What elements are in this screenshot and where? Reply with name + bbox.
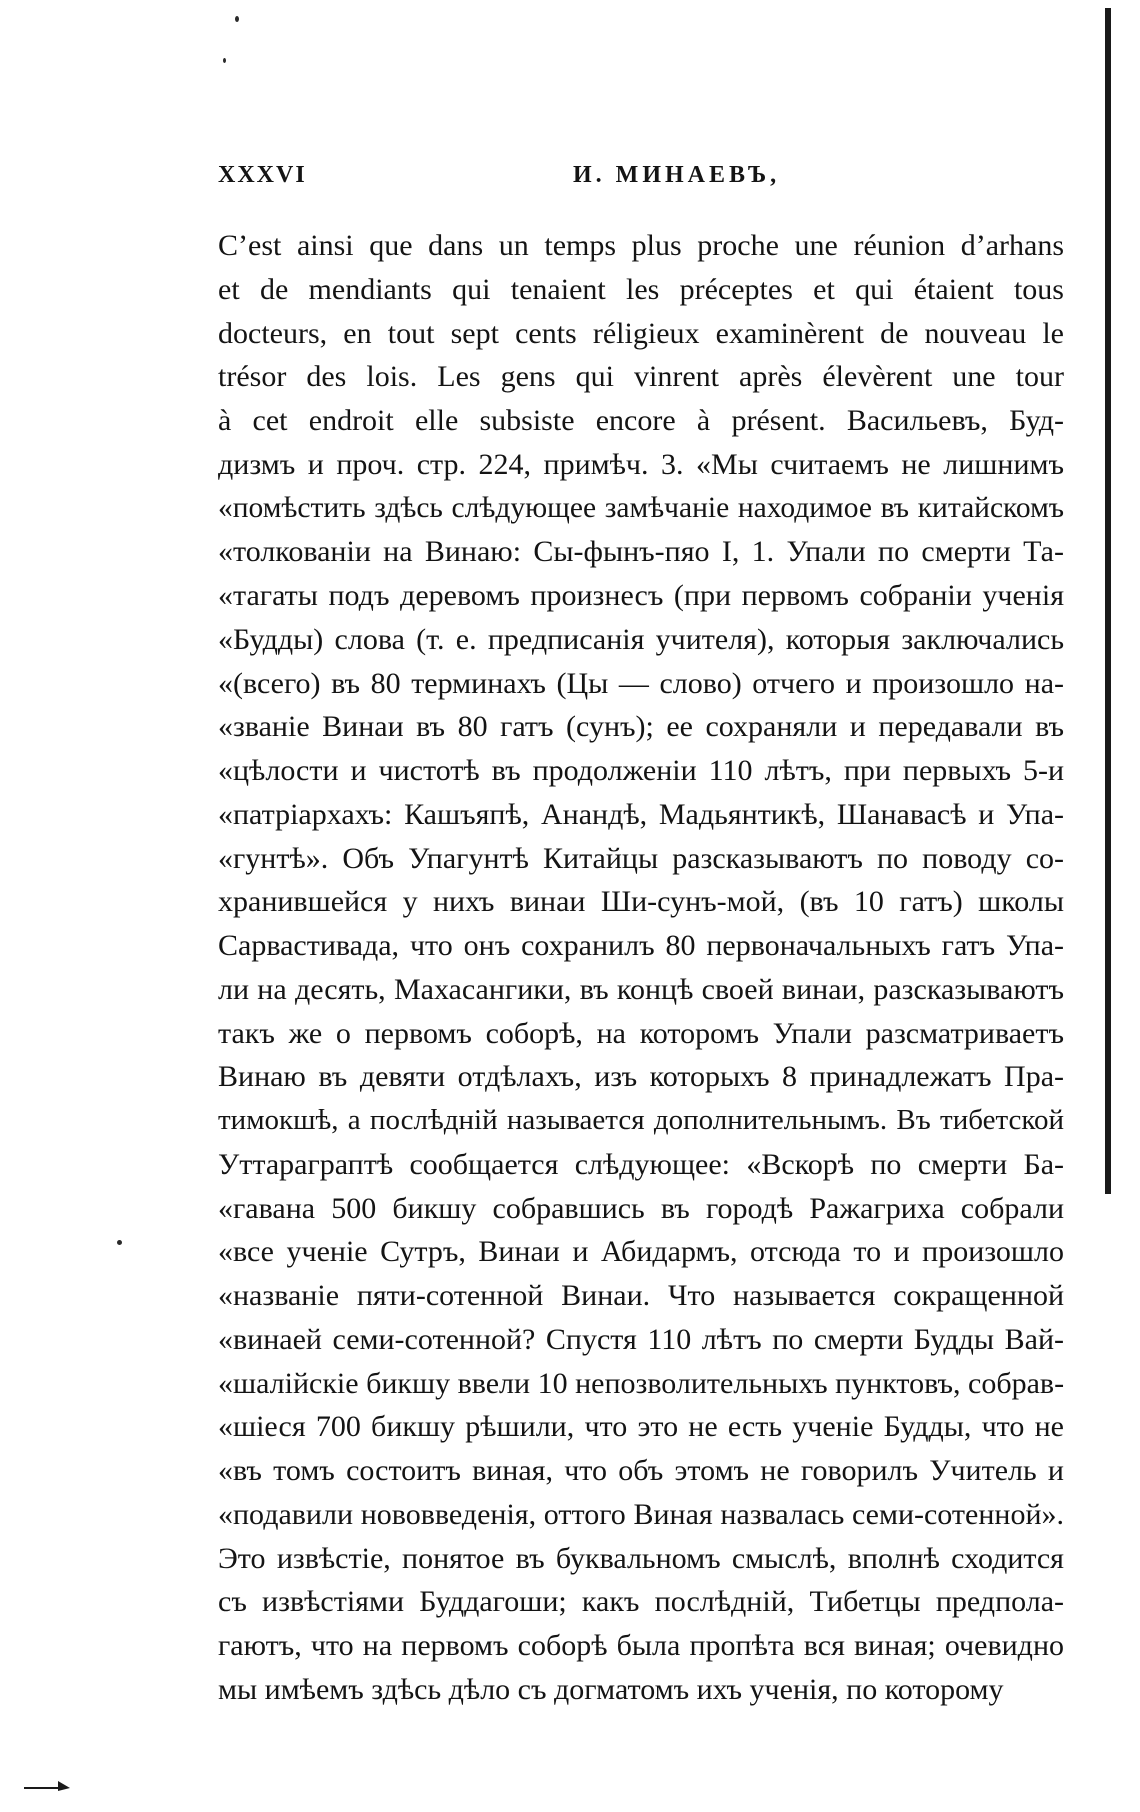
ink-speck (235, 16, 239, 22)
text-line: «винаей семи-сотенной? Спустя 110 лѣтъ по смерти Будды Вай- (218, 1322, 1064, 1356)
text-line: «цѣлости и чистотѣ въ продолженіи 110 лѣтъ, при первыхъ 5-и (218, 754, 1064, 787)
page-edge-shadow (1105, 8, 1111, 1194)
text-line: «толкованіи на Винаю: Сы-фынъ-пяо I, 1. Упали по смерти Та- (218, 535, 1064, 569)
text-line: à cet endroit elle subsiste encore à présent. Васильевъ, Буд- (218, 404, 1064, 437)
text-line: C’est ainsi que dans un temps plus proche une réunion d’arhans (218, 229, 1064, 262)
text-line: Сарвастивада, что онъ сохранилъ 80 первоначальныхъ гатъ Упа- (218, 929, 1064, 962)
text-line: «въ томъ состоитъ виная, что объ этомъ не говорилъ Учитель и (218, 1454, 1064, 1487)
ink-speck (223, 58, 226, 63)
running-head (218, 162, 1064, 202)
text-line: «патріархахъ: Кашъяпѣ, Анандѣ, Мадьянтикѣ, Шанавасѣ и Упа- (218, 797, 1064, 831)
text-line: docteurs, en tout sept cents réligieux examinèrent de nouveau le (218, 316, 1064, 350)
text-line: мы имѣемъ здѣсь дѣло съ догматомъ ихъ ученія, по которому (218, 1672, 1004, 1706)
text-line: Винаю въ девяти отдѣлахъ, изъ которыхъ 8 принадлежатъ Пра- (218, 1060, 1064, 1094)
text-line: et de mendiants qui tenaient les préceptes et qui étaient tous (218, 272, 1064, 306)
text-line: Уттараграптѣ сообщается слѣдующее: «Вскорѣ по смерти Ба- (218, 1147, 1064, 1181)
text-line: «гавана 500 бикшу собравшись въ городѣ Ражагриха собрали (218, 1191, 1064, 1225)
text-line: «шалійскіе бикшу ввели 10 непозволительныхъ пунктовъ, собрав- (218, 1366, 1064, 1400)
ink-speck (117, 1240, 122, 1245)
text-line: «тагаты подъ деревомъ произнесъ (при первомъ собраніи ученія (218, 579, 1064, 612)
body-text (218, 224, 1064, 1712)
text-line: «гунтѣ». Объ Упагунтѣ Китайцы разсказываютъ по поводу со- (218, 841, 1064, 875)
text-line: «званіе Винаи въ 80 гатъ (сунъ); ее сохраняли и передавали въ (218, 710, 1064, 744)
running-title: И. МИНАЕВЪ, (573, 162, 781, 188)
text-line: ли на десять, Махасангики, въ концѣ своей винаи, разсказываютъ (218, 972, 1064, 1006)
text-line: «названіе пяти-сотенной Винаи. Что называется сокращенной (218, 1279, 1064, 1312)
text-line: дизмъ и проч. стр. 224, примѣч. 3. «Мы считаемъ не лишнимъ (218, 447, 1064, 481)
text-line: «Будды) слова (т. е. предписанія учителя), которыя заключались (218, 622, 1064, 656)
text-line: хранившейся у нихъ винаи Ши-сунъ-мой, (въ 10 гатъ) школы (218, 885, 1064, 919)
page-number: XXXVI (218, 162, 307, 188)
arrow-mark-icon (24, 1778, 72, 1794)
text-line: гаютъ, что на первомъ соборѣ была пропѣта вся виная; очевидно (218, 1629, 1064, 1662)
text-line: тимокшѣ, а послѣдній называется дополнительнымъ. Въ тибетской (218, 1104, 1064, 1136)
text-line: «шіеся 700 бикшу рѣшили, что это не есть ученіе Будды, что не (218, 1410, 1064, 1444)
text-line: trésor des lois. Les gens qui vinrent après élevèrent une tour (218, 360, 1064, 394)
text-line: Это извѣстіе, понятое въ буквальномъ смыслѣ, вполнѣ сходится (218, 1541, 1064, 1575)
text-line: «все ученіе Сутръ, Винаи и Абидармъ, отсюда то и произошло (218, 1235, 1064, 1269)
text-line: «помѣстить здѣсь слѣдующее замѣчаніе находимое въ китайскомъ (218, 491, 1064, 524)
text-line: «подавили нововведенія, оттого Виная назвалась семи-сотенной». (218, 1497, 1064, 1531)
text-line: «(всего) въ 80 терминахъ (Цы — слово) отчего и произошло на- (218, 666, 1064, 700)
text-line: такъ же о первомъ соборѣ, на которомъ Упали разсматриваетъ (218, 1016, 1064, 1050)
text-line: съ извѣстіями Буддагоши; какъ послѣдній, Тибетцы предпола- (218, 1585, 1064, 1619)
